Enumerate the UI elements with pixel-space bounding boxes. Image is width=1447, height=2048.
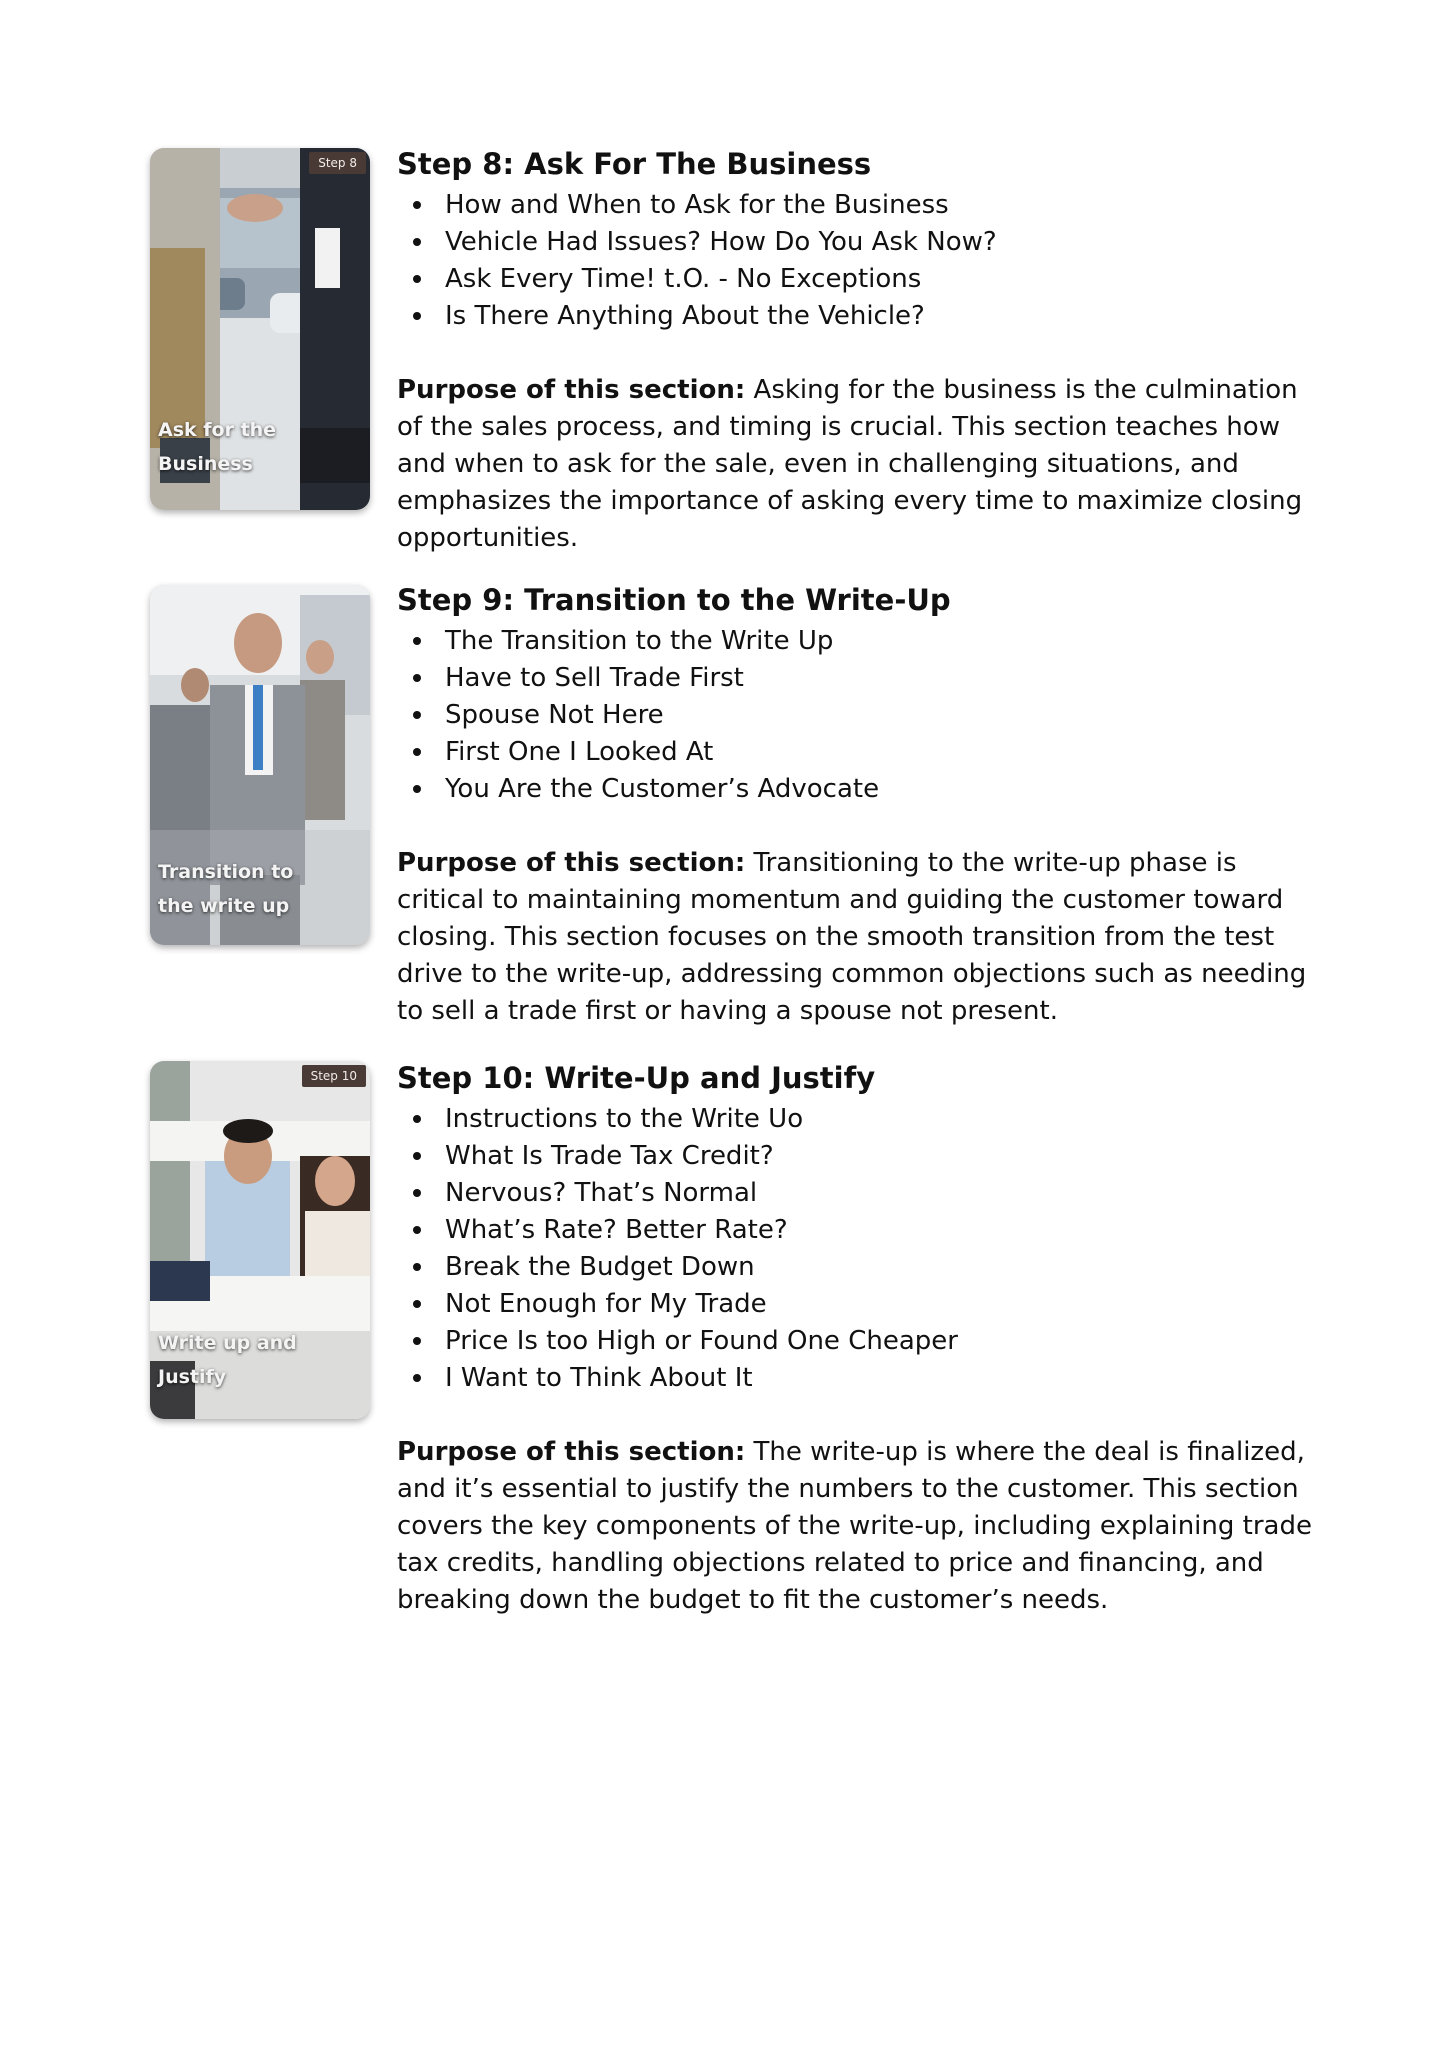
purpose-text: Asking for the business is the culmination of the sales process, and timing is crucial. This section teaches how and when to ask for the sale, even in challenging situations, and emphasizes the importance of asking every time to maximize closing opportunities.: [397, 375, 1303, 553]
step-8-thumbnail: [150, 148, 370, 510]
purpose-label: Purpose of this section:: [397, 375, 746, 405]
list-item: Instructions to the Write Uo: [397, 1101, 1327, 1138]
list-item: Price Is too High or Found One Cheaper: [397, 1323, 1327, 1360]
step-8-tag: Step 8: [309, 152, 366, 174]
list-item: Spouse Not Here: [397, 697, 1327, 734]
list-item: Vehicle Had Issues? How Do You Ask Now?: [397, 224, 1327, 261]
step-10-tag: Step 10: [302, 1065, 366, 1087]
list-item: Not Enough for My Trade: [397, 1286, 1327, 1323]
list-item: Nervous? That’s Normal: [397, 1175, 1327, 1212]
list-item: I Want to Think About It: [397, 1360, 1327, 1397]
step-9-purpose: [397, 845, 1327, 1030]
step-10-purpose: [397, 1434, 1327, 1619]
step-9-thumbnail-caption: Transition to the write up: [158, 861, 294, 917]
step-10-title: Step 10: Write-Up and Justify: [397, 1061, 876, 1095]
step-9-topic-list: [397, 623, 1327, 808]
list-item: First One I Looked At: [397, 734, 1327, 771]
step-10-thumbnail-caption: Write up and Justify: [158, 1332, 297, 1388]
step-10-thumbnail: [150, 1061, 370, 1419]
list-item: Is There Anything About the Vehicle?: [397, 298, 1327, 335]
list-item: How and When to Ask for the Business: [397, 187, 1327, 224]
step-8-content: [397, 145, 1327, 557]
step-9-thumbnail: [150, 585, 370, 945]
step-9-content: [397, 581, 1327, 1030]
step-10-topic-list: [397, 1101, 1327, 1397]
list-item: The Transition to the Write Up: [397, 623, 1327, 660]
purpose-label: Purpose of this section:: [397, 1437, 746, 1467]
step-10-content: [397, 1059, 1327, 1619]
list-item: You Are the Customer’s Advocate: [397, 771, 1327, 808]
step-8-title: Step 8: Ask For The Business: [397, 147, 872, 181]
list-item: What Is Trade Tax Credit?: [397, 1138, 1327, 1175]
list-item: Ask Every Time! t.O. - No Exceptions: [397, 261, 1327, 298]
list-item: Have to Sell Trade First: [397, 660, 1327, 697]
step-9-title: Step 9: Transition to the Write-Up: [397, 583, 951, 617]
purpose-label: Purpose of this section:: [397, 848, 746, 878]
step-8-topic-list: [397, 187, 1327, 335]
step-8-purpose: [397, 372, 1327, 557]
step-8-thumbnail-caption: Ask for the Business: [158, 419, 277, 475]
list-item: What’s Rate? Better Rate?: [397, 1212, 1327, 1249]
purpose-text: The write-up is where the deal is finalized, and it’s essential to justify the numbers to the customer. This section covers the key components of the write-up, including explaining trade tax credits, handling objections related to price and financing, and breaking down the budget to fit the customer’s needs.: [397, 1437, 1312, 1615]
list-item: Break the Budget Down: [397, 1249, 1327, 1286]
purpose-text: Transitioning to the write-up phase is critical to maintaining momentum and guiding the customer toward closing. This section focuses on the smooth transition from the test drive to the write-up, addressing common objections such as needing to sell a trade first or having a spouse not present.: [397, 848, 1307, 1026]
